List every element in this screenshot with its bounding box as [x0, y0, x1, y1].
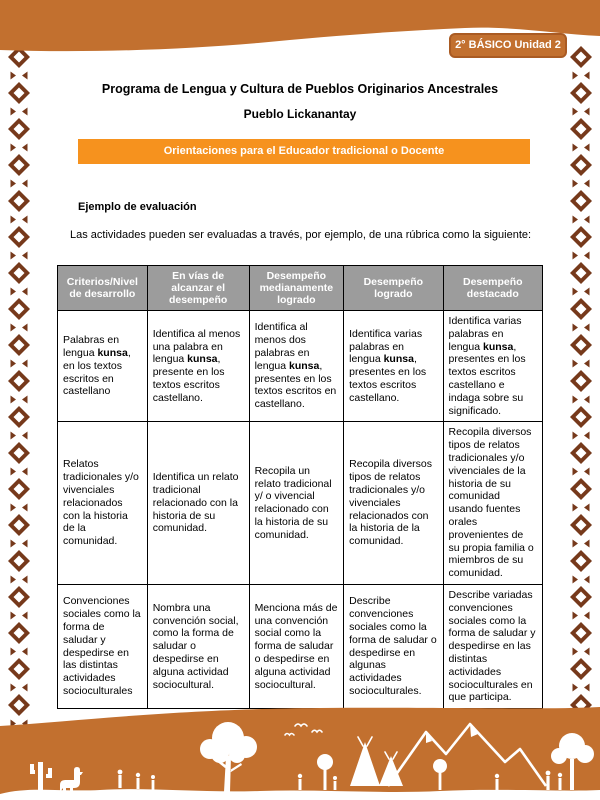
bottom-illustration: [0, 704, 600, 800]
rubric-cell: Nombra una convención social, como la forma de saludar o despedirse en alguna actividad sociocultural.: [147, 584, 249, 708]
orientation-banner: Orientaciones para el Educador tradicional o Docente: [78, 139, 530, 164]
table-row: [58, 422, 543, 585]
unit-badge: 2° BÁSICO Unidad 2: [449, 33, 567, 58]
table-row: [58, 584, 543, 708]
table-row: [58, 311, 543, 422]
rubric-table: [57, 265, 543, 709]
rubric-header-en-vias: En vías de alcanzar el desempeño: [147, 266, 249, 311]
rubric-header-logrado: Desempeño logrado: [344, 266, 443, 311]
rubric-cell: Describe variadas convenciones sociales como la forma de saludar y despedirse en las distintas actividades socioculturales en que participa.: [443, 584, 542, 708]
page-title: Programa de Lengua y Cultura de Pueblos Originarios Ancestrales: [101, 82, 499, 96]
rubric-cell: Relatos tradicionales y/o vivenciales relacionados con la historia de la comunidad.: [58, 422, 148, 585]
left-border-pattern: [8, 46, 30, 758]
right-border-pattern: [570, 46, 592, 758]
rubric-cell: Describe convenciones sociales como la forma de saludar o despedirse en algunas actividades socioculturales.: [344, 584, 443, 708]
section-heading: Ejemplo de evaluación: [78, 201, 197, 213]
intro-paragraph: Las actividades pueden ser evaluadas a través, por ejemplo, de una rúbrica como la siguiente:: [70, 229, 532, 241]
rubric-cell: Menciona más de una convención social como la forma de saludar o despedirse en alguna actividad sociocultural.: [249, 584, 344, 708]
rubric-cell: Recopila un relato tradicional y/ o vivencial relacionado con la historia de su comunidad.: [249, 422, 344, 585]
rubric-cell: Recopila diversos tipos de relatos tradicionales y/o vivenciales relacionados con la historia de la comunidad.: [344, 422, 443, 585]
rubric-cell: Identifica varias palabras en lengua kunsa, presentes en los textos escritos castellano e indaga sobre su significado.: [443, 311, 542, 422]
rubric-header-destacado: Desempeño destacado: [443, 266, 542, 311]
rubric-header-row: [58, 266, 543, 311]
rubric-header-criterios: Criterios/Nivel de desarrollo: [58, 266, 148, 311]
rubric-cell: Recopila diversos tipos de relatos tradicionales y/o vivenciales de la historia de su comunidad usando fuentes orales provenientes de su propia familia o miembros de su comunidad.: [443, 422, 542, 585]
rubric-cell: Palabras en lengua kunsa, en los textos escritos en castellano: [58, 311, 148, 422]
page-subtitle: Pueblo Lickanantay: [243, 107, 357, 121]
rubric-cell: Identifica al menos una palabra en lengua kunsa, presente en los textos escritos castellano.: [147, 311, 249, 422]
rubric-cell: Identifica varias palabras en lengua kunsa, presentes en los textos escritos castellano.: [344, 311, 443, 422]
rubric-cell: Identifica un relato tradicional relacionado con la historia de su comunidad.: [147, 422, 249, 585]
rubric-header-medianamente: Desempeño medianamente logrado: [249, 266, 344, 311]
rubric-cell: Identifica al menos dos palabras en lengua kunsa, presentes en los textos escritos en castellano.: [249, 311, 344, 422]
rubric-cell: Convenciones sociales como la forma de saludar y despedirse en las distintas actividades socioculturales: [58, 584, 148, 708]
